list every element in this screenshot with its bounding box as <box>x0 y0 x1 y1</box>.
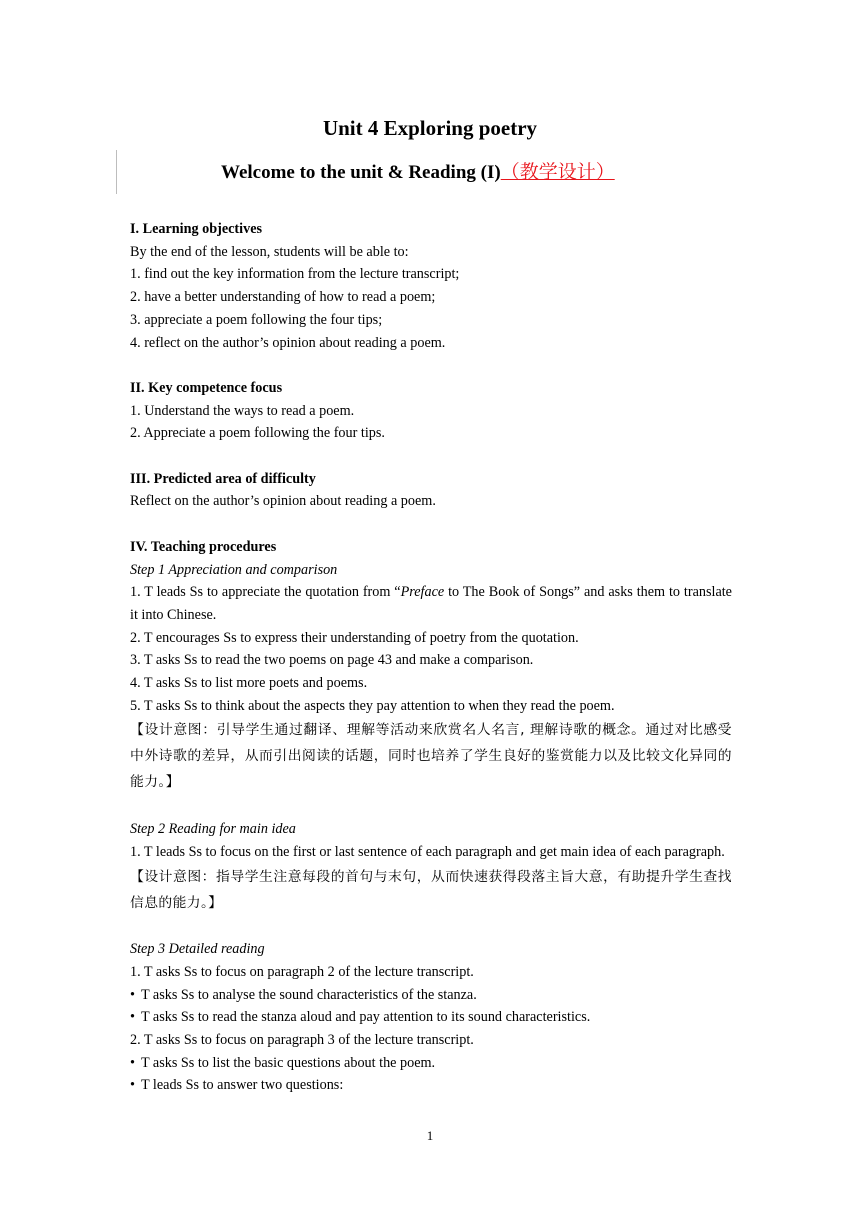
step1-item: 4. T asks Ss to list more poets and poems. <box>130 675 368 692</box>
step1-item: 5. T asks Ss to think about the aspects they pay attention to when they read the poem. <box>130 697 615 714</box>
difficulty-text: Reflect on the author’s opinion about reading a poem. <box>130 493 436 510</box>
step1-item1-italic: Preface <box>400 584 445 601</box>
step1-item <box>130 581 732 626</box>
step1-item1-a: 1. T leads Ss to appreciate the quotation from “ <box>130 584 401 601</box>
section-heading-competence: II. Key competence focus <box>130 379 283 396</box>
step1-title: Step 1 Appreciation and comparison <box>130 561 338 578</box>
subtitle-main: Welcome to the unit & Reading (I) <box>221 162 501 183</box>
competence-item: 2. Appreciate a poem following the four tips. <box>130 425 385 442</box>
page-number: 1 <box>426 1128 434 1143</box>
objective-item: 4. reflect on the author’s opinion about reading a poem. <box>130 334 446 351</box>
objective-item: 3. appreciate a poem following the four tips; <box>130 311 383 328</box>
subtitle-note: （教学设计） <box>500 162 615 183</box>
step1-item: 2. T encourages Ss to express their understanding of poetry from the quotation. <box>130 629 579 646</box>
step3-item: 1. T asks Ss to focus on paragraph 2 of the lecture transcript. <box>130 963 474 980</box>
step3-bullet: • T asks Ss to analyse the sound characteristics of the stanza. <box>130 984 732 1007</box>
competence-item: 1. Understand the ways to read a poem. <box>130 402 355 419</box>
step3-bullet: • T asks Ss to list the basic questions about the poem. <box>130 1052 732 1075</box>
step1-design-note: 【设计意图：引导学生通过翻译、理解等活动来欣赏名人名言, 理解诗歌的概念。通过对比感受中外诗歌的差异，从而引出阅读的话题，同时也培养了学生良好的鉴赏能力以及比较文化异同的能力。】 <box>130 722 732 791</box>
step1-item1-b: to The Book of Songs” and asks them to translate it into Chinese. <box>130 584 732 623</box>
section-heading-objectives: I. Learning objectives <box>130 221 263 237</box>
step2-item: 1. T leads Ss to focus on the first or last sentence of each paragraph and get main idea of each paragraph. <box>130 843 725 860</box>
step1-item: 3. T asks Ss to read the two poems on page 43 and make a comparison. <box>130 652 534 669</box>
document-subtitle <box>221 160 615 186</box>
section-heading-procedures: IV. Teaching procedures <box>130 538 277 555</box>
step3-title: Step 3 Detailed reading <box>130 941 265 958</box>
step3-bullet: • T leads Ss to answer two questions: <box>130 1074 732 1097</box>
objective-item: 2. have a better understanding of how to read a poem; <box>130 289 436 306</box>
objectives-intro: By the end of the lesson, students will be able to: <box>130 243 409 260</box>
document-title: Unit 4 Exploring poetry <box>322 116 538 140</box>
objective-item: 1. find out the key information from the lecture transcript; <box>130 266 460 283</box>
step3-bullet: • T asks Ss to read the stanza aloud and pay attention to its sound characteristics. <box>130 1006 732 1029</box>
margin-mark <box>116 150 117 194</box>
step2-title: Step 2 Reading for main idea <box>130 821 296 838</box>
section-heading-difficulty: III. Predicted area of difficulty <box>130 470 316 487</box>
step2-design-note: 【设计意图：指导学生注意每段的首句与末句，从而快速获得段落主旨大意，有助提升学生查找信息的能力。】 <box>130 868 732 911</box>
step3-item: 2. T asks Ss to focus on paragraph 3 of the lecture transcript. <box>130 1032 474 1049</box>
document-body <box>130 218 732 1097</box>
